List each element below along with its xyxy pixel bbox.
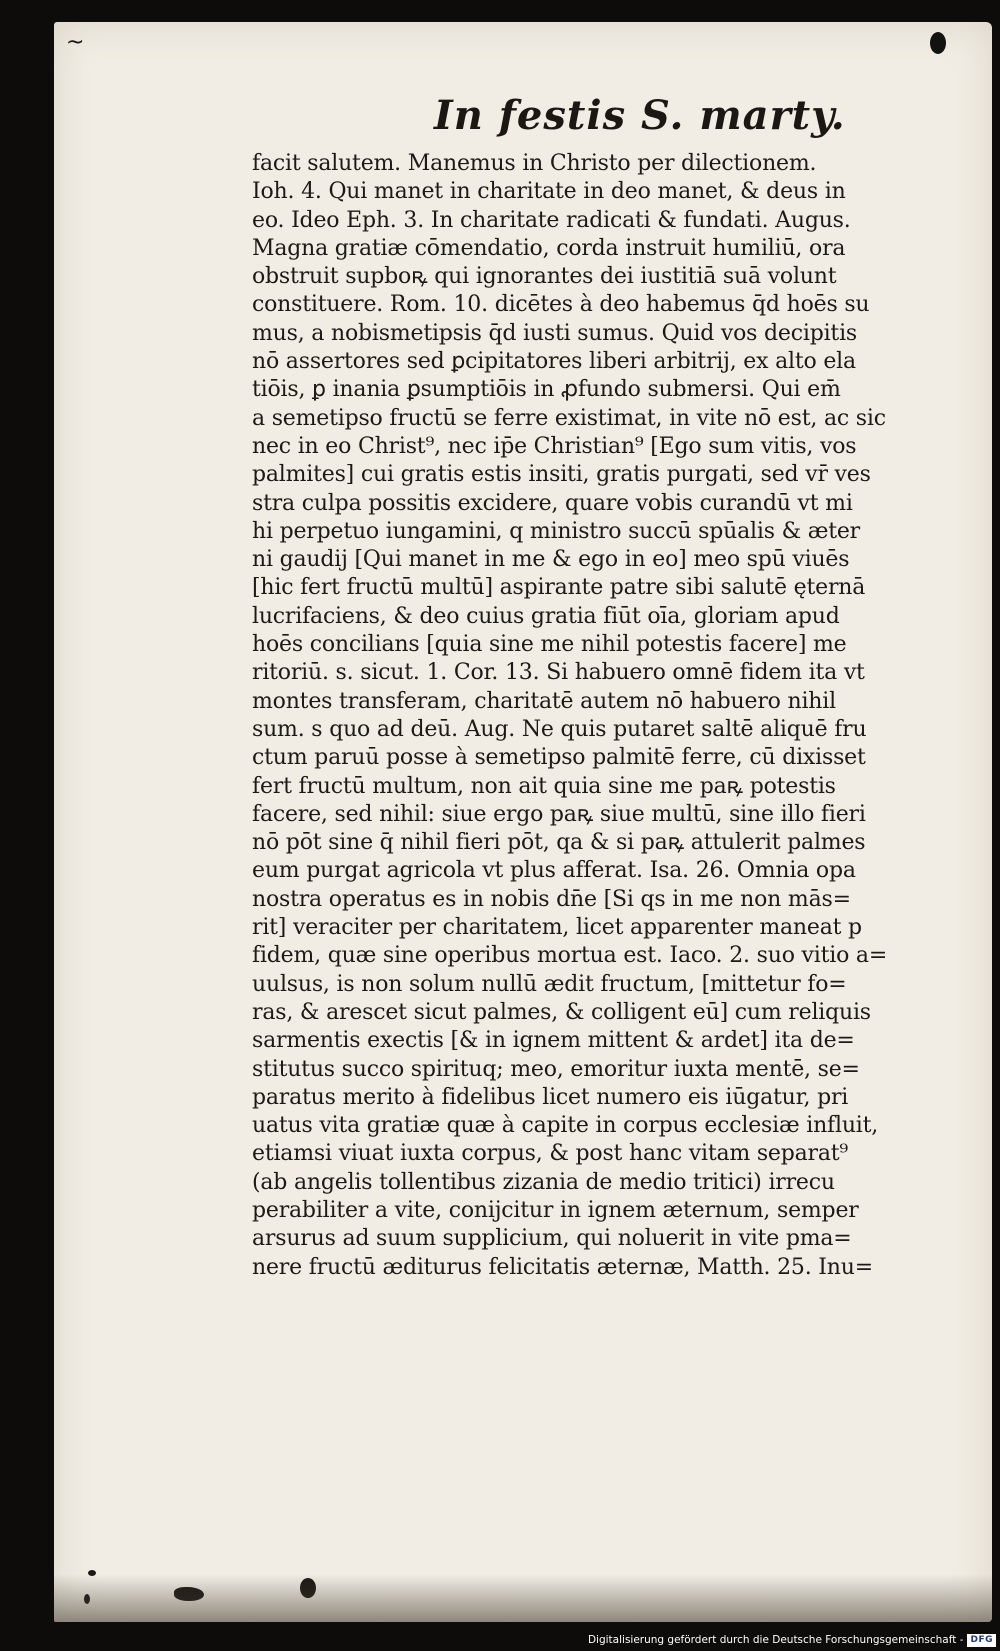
- book-page: [54, 22, 992, 1622]
- page-bottom-edge: [54, 1574, 992, 1622]
- text-line: ras, & arescet sicut palmes, & colligent eū] cum reliquis: [252, 999, 871, 1025]
- text-line: ritoriū. s. sicut. 1. Cor. 13. Si habuero omnē fidem ita vt: [252, 660, 865, 686]
- credit-text: Digitalisierung gefördert durch die Deutsche Forschungsgemeinschaft -: [587, 1634, 964, 1646]
- text-line: eo. Ideo Eph. 3. In charitate radicati & fundati. Augus.: [252, 207, 851, 233]
- running-head: In festis S. marty.: [434, 92, 846, 139]
- text-line: eum purgat agricola vt plus afferat. Isa. 26. Omnia opa: [252, 858, 856, 884]
- ink-blot-top-right: [930, 32, 946, 54]
- text-line: hoēs concilians [quia sine me nihil potestis facere] me: [252, 632, 847, 658]
- text-line: paratus merito à fidelibus licet numero eis iūgatur, pri: [252, 1084, 849, 1110]
- text-line: ctum paruū posse à semetipso palmitē ferre, cū dixisset: [252, 745, 866, 771]
- text-line: a semetipso fructū se ferre existimat, in vite nō est, ac sic: [252, 405, 886, 431]
- text-line: facit salutem. Manemus in Christo per dilectionem.: [252, 151, 817, 176]
- text-line: nec in eo Christ⁹, nec ip̄e Christian⁹ [Ego sum vitis, vos: [252, 433, 857, 459]
- text-line: nō pōt sine q̄ nihil fieri pōt, qa & si paꝶ attulerit palmes: [252, 830, 866, 856]
- text-block: [252, 150, 982, 1282]
- text-line: nō assertores sed ꝑcipitatores liberi arbitrij, ex alto ela: [252, 349, 856, 375]
- text-line: etiamsi viuat iuxta corpus, & post hanc vitam separat⁹: [252, 1141, 849, 1167]
- dfg-logo: DFG: [967, 1634, 996, 1647]
- text-line: Magna gratiæ cōmendatio, corda instruit humiliū, ora: [252, 235, 846, 261]
- text-line: obstruit supboꝶ qui ignorantes dei iustitiā suā volunt: [252, 264, 837, 290]
- text-line: tiōis, ꝑ inania ꝑsumptiōis in ꝓfundo submersi. Qui em̄: [252, 377, 841, 403]
- text-line: constituere. Rom. 10. dicētes à deo habemus q̄d hoēs su: [252, 292, 870, 318]
- text-line: mus, a nobismetipsis q̄d iusti sumus. Quid vos decipitis: [252, 320, 858, 346]
- text-line: (ab angelis tollentibus zizania de medio tritici) irrecu: [252, 1169, 835, 1195]
- text-line: lucrifaciens, & deo cuius gratia fiūt oīa, gloriam apud: [252, 603, 840, 629]
- text-line: stitutus succo spirituq; meo, emoritur iuxta mentē, se=: [252, 1056, 860, 1082]
- text-line: fert fructū multum, non ait quia sine me paꝶ potestis: [252, 773, 836, 799]
- text-line: uatus vita gratiæ quæ à capite in corpus ecclesiæ influit,: [252, 1113, 879, 1139]
- text-line: nostra operatus es in nobis dn̄e [Si qs in me non mās=: [252, 886, 851, 912]
- text-line: rit] veraciter per charitatem, licet apparenter maneat p: [252, 915, 862, 941]
- text-line: Ioh. 4. Qui manet in charitate in deo manet, & deus in: [252, 179, 846, 205]
- text-line: perabiliter a vite, conijcitur in ignem æternum, semper: [252, 1197, 859, 1223]
- text-line: palmites] cui gratis estis insiti, gratis purgati, sed vr̄ ves: [252, 462, 871, 488]
- text-line: hi perpetuo iungamini, q ministro succū spūalis & æter: [252, 518, 861, 544]
- ink-mark-top-left: ~: [66, 30, 85, 55]
- text-line: nere fructū æditurus felicitatis æternæ, Matth. 25. Inu=: [252, 1254, 873, 1280]
- text-line: [hic fert fructū multū] aspirante patre sibi salutē ęternā: [252, 575, 866, 601]
- text-line: uulsus, is non solum nullū ædit fructum, [mittetur fo=: [252, 971, 847, 997]
- text-line: ni gaudij [Qui manet in me & ego in eo] meo spū viuēs: [252, 547, 850, 573]
- digitization-credit: [588, 1633, 996, 1647]
- text-line: stra culpa possitis excidere, quare vobis curandū vt mi: [252, 490, 853, 516]
- text-line: montes transferam, charitatē autem nō habuero nihil: [252, 688, 836, 714]
- text-line: facere, sed nihil: siue ergo paꝶ siue multū, sine illo fieri: [252, 801, 866, 827]
- text-line: sarmentis exectis [& in ignem mittent & ardet] ita de=: [252, 1028, 855, 1054]
- text-line: arsurus ad suum supplicium, qui noluerit in vite pma=: [252, 1226, 852, 1252]
- text-line: fidem, quæ sine operibus mortua est. Iaco. 2. suo vitio a=: [252, 943, 888, 969]
- text-line: sum. s quo ad deū. Aug. Ne quis putaret saltē aliquē fru: [252, 716, 867, 742]
